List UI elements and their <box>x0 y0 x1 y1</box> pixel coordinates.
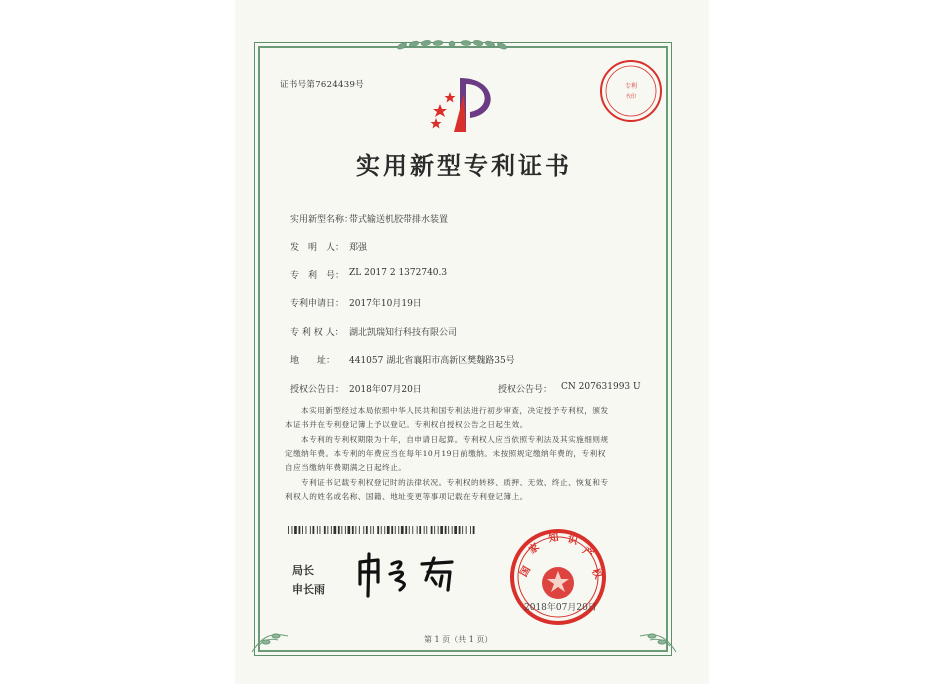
body-p2-line1: 本专利的专利权期限为十年，自申请日起算。专利权人应当依照专利法及其实施细则规 <box>301 435 609 444</box>
field-grant-no: CN 207631993 U <box>561 382 641 392</box>
barcode-bar <box>355 526 356 534</box>
barcode-bar <box>334 526 337 534</box>
svg-text:识: 识 <box>566 533 579 548</box>
barcode-bar <box>454 526 457 534</box>
body-p3-line1: 专利证书记载专利权登记时的法律状况。专利权的转移、质押、无效、终止、恢复和专 <box>301 478 609 487</box>
barcode-bar <box>426 526 427 534</box>
handwritten-signature <box>352 550 472 600</box>
barcode-bar <box>445 526 447 534</box>
svg-text:权: 权 <box>589 566 604 581</box>
barcode-bar <box>401 526 404 534</box>
barcode-bar <box>424 526 425 534</box>
barcode-bar <box>419 526 421 534</box>
svg-text:知: 知 <box>547 532 560 545</box>
barcode-bar <box>345 526 346 534</box>
field-patentee: 湖北凯瑞知行科技有限公司 <box>349 328 458 338</box>
barcode-bar <box>292 526 293 534</box>
field-patent-no: ZL 2017 2 1372740.3 <box>349 268 448 278</box>
seal-date: 2018年07月20日 <box>524 603 597 613</box>
barcode-bar <box>294 526 297 534</box>
top-laurel-ornament <box>392 34 512 58</box>
field-inventor: 郑强 <box>349 243 368 253</box>
field-grant-date: 2018年07月20日 <box>349 385 422 395</box>
field-grant-no-label: 授权公告号： <box>498 385 553 395</box>
barcode-bar <box>352 526 354 534</box>
field-utility-model-name: 带式输送机胶带排水装置 <box>349 215 449 225</box>
barcode-bar <box>409 526 410 534</box>
barcode-bar <box>466 526 467 534</box>
barcode-bar <box>370 526 371 534</box>
barcode-bar <box>288 526 289 534</box>
barcode-bar <box>338 526 340 534</box>
barcode-bar <box>434 526 435 534</box>
barcode-bar <box>459 526 461 534</box>
field-address: 441057 湖北省襄阳市高新区樊魏路35号 <box>349 356 515 366</box>
barcode-bar <box>310 526 311 534</box>
barcode-bar <box>417 526 418 534</box>
cnipa-logo <box>430 74 500 134</box>
barcode-bar <box>313 526 315 534</box>
barcode-bar <box>306 526 307 534</box>
field-inventor-label: 发 明 人： <box>290 243 345 253</box>
svg-text:专利: 专利 <box>624 83 638 90</box>
barcode-bar <box>299 526 301 534</box>
signature-name: 申长雨 <box>292 583 325 596</box>
bottom-left-ornament <box>248 606 308 656</box>
body-p1-line2: 本证书并在专利登记簿上予以登记。专利权自授权公告之日起生效。 <box>285 420 528 429</box>
svg-text:家: 家 <box>527 541 542 557</box>
field-filing-date-label: 专利申请日： <box>290 299 345 309</box>
barcode-bar <box>452 526 453 534</box>
barcode <box>288 526 478 534</box>
barcode-bar <box>302 526 303 534</box>
barcode-bar <box>381 526 382 534</box>
barcode-bar <box>462 526 463 534</box>
body-p2-line3: 自应当缴纳年费期满之日起终止。 <box>285 463 407 472</box>
field-patent-no-label: 专 利 号： <box>290 271 345 281</box>
barcode-bar <box>470 526 471 534</box>
signature-title: 局长 <box>292 564 314 577</box>
body-p1-line1: 本实用新型经过本局依照中华人民共和国专利法进行初步审查，决定授予专利权，颁发 <box>301 406 609 415</box>
field-utility-model-name-label: 实用新型名称： <box>290 215 354 225</box>
barcode-bar <box>320 526 321 534</box>
svg-text:产: 产 <box>580 545 595 561</box>
barcode-bar <box>440 526 443 534</box>
barcode-bar <box>448 526 449 534</box>
field-patentee-label: 专 利 权 人： <box>290 328 344 338</box>
svg-text:代印: 代印 <box>625 94 637 100</box>
barcode-bar <box>398 526 399 534</box>
barcode-bar <box>363 526 364 534</box>
barcode-bar <box>377 526 379 534</box>
body-p2-line2: 定缴纳年费。本专利的年费应当在每年10月19日前缴纳。未按照规定缴纳年费的，专利权 <box>285 449 606 458</box>
barcode-bar <box>327 526 328 534</box>
barcode-bar <box>384 526 385 534</box>
certificate-number: 证书号第7624439号 <box>280 80 364 90</box>
field-grant-date-label: 授权公告日： <box>290 385 345 395</box>
certificate-title: 实用新型专利证书 <box>356 151 572 180</box>
barcode-bar <box>324 526 326 534</box>
bottom-right-ornament <box>620 606 680 656</box>
body-p3-line2: 利权人的姓名或名称、国籍、地址变更等事项记载在专利登记簿上。 <box>285 492 528 501</box>
barcode-bar <box>438 526 439 534</box>
barcode-bar <box>391 526 393 534</box>
barcode-bar <box>366 526 368 534</box>
top-right-seal <box>596 56 666 126</box>
svg-text:国: 国 <box>518 564 534 579</box>
barcode-bar <box>387 526 390 534</box>
barcode-bar <box>317 526 318 534</box>
page-indicator: 第 1 页（共 1 页） <box>424 635 493 644</box>
barcode-bar <box>348 526 351 534</box>
barcode-bar <box>359 526 360 534</box>
barcode-bar <box>331 526 332 534</box>
barcode-bar <box>431 526 433 534</box>
field-address-label: 地 址： <box>290 356 336 366</box>
barcode-bar <box>473 526 475 534</box>
barcode-bar <box>341 526 342 534</box>
field-filing-date: 2017年10月19日 <box>349 299 422 309</box>
barcode-bar <box>412 526 413 534</box>
barcode-bar <box>395 526 396 534</box>
barcode-bar <box>373 526 374 534</box>
barcode-bar <box>405 526 407 534</box>
